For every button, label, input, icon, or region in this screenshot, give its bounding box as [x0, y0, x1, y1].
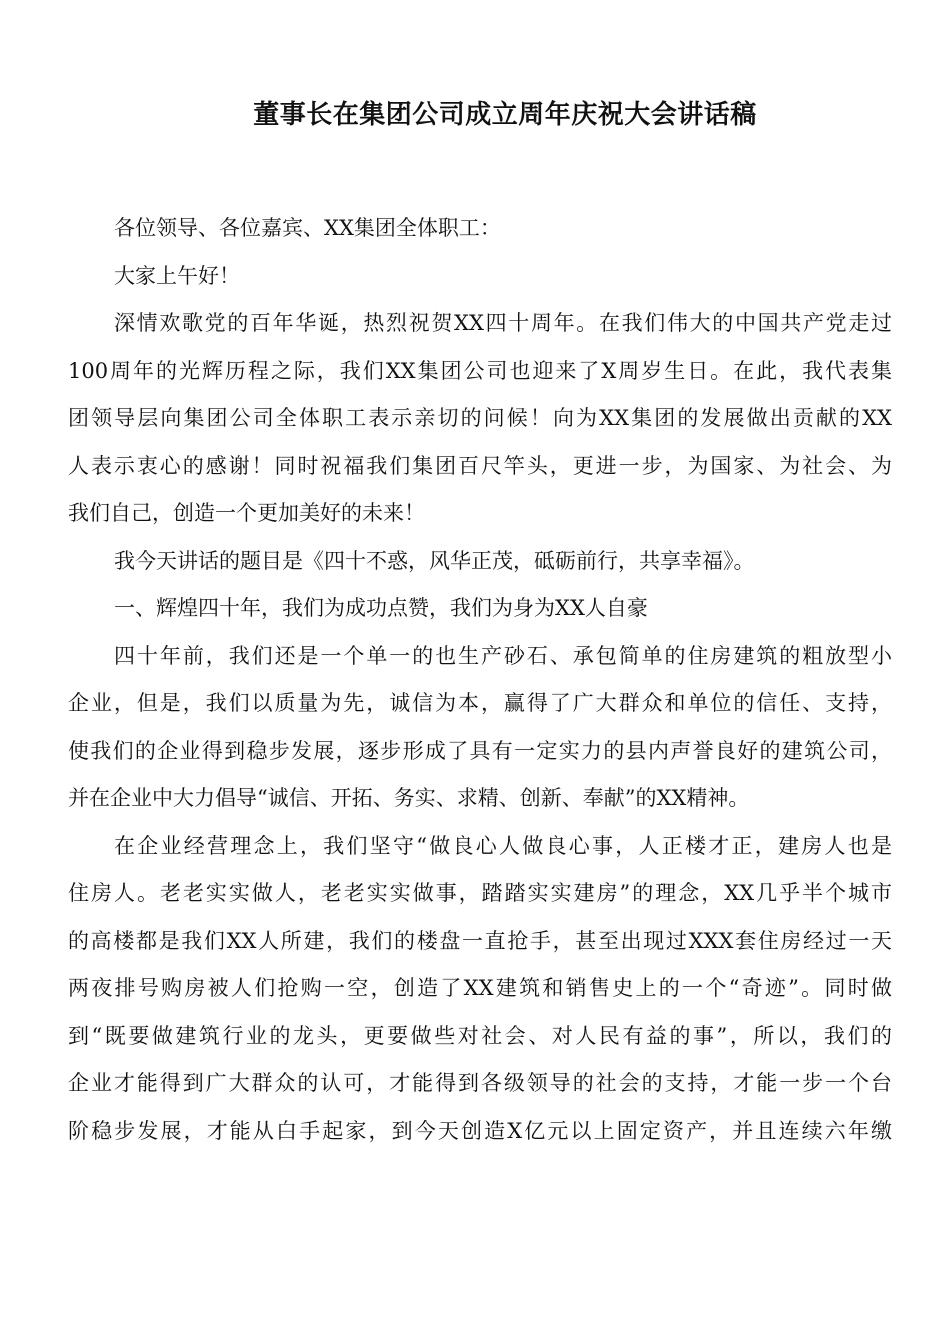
text-line: 企业，但是，我们以质量为先，诚信为本，赢得了广大群众和单位的信任、支持， [68, 691, 892, 715]
text-line: 两夜排号购房被人们抢购一空，创造了XX建筑和销售史上的一个“奇迹”。同时做 [68, 976, 892, 1000]
text-line: 各位领导、各位嘉宾、XX集团全体职工： [114, 216, 501, 240]
text-line: 深情欢歌党的百年华诞，热烈祝贺XX四十周年。在我们伟大的中国共产党走过 [114, 311, 892, 335]
document-body [68, 209, 892, 1159]
text-line: 住房人。老老实实做人，老老实实做事，踏踏实实建房”的理念，XX几乎半个城市 [68, 881, 892, 905]
text-line: 100周年的光辉历程之际，我们XX集团公司也迎来了X周岁生日。在此，我代表集 [68, 358, 892, 383]
document-title: 董事长在集团公司成立周年庆祝大会讲话稿 [253, 100, 757, 130]
text-line: 在企业经营理念上，我们坚守“做良心人做良心事，人正楼才正，建房人也是 [114, 833, 892, 858]
text-line: 使我们的企业得到稳步发展，逐步形成了具有一定实力的县内声誉良好的建筑公司， [68, 738, 892, 763]
text-line: 团领导层向集团公司全体职工表示亲切的问候！向为XX集团的发展做出贡献的XX [68, 406, 892, 430]
text-line: 人表示衷心的感谢！同时祝福我们集团百尺竿头，更进一步，为国家、为社会、为 [68, 453, 892, 478]
text-line: 到“既要做建筑行业的龙头，更要做些对社会、对人民有益的事”，所以，我们的 [68, 1023, 892, 1048]
text-line: 的高楼都是我们XX人所建，我们的楼盘一直抢手，甚至出现过XXX套住房经过一天 [68, 928, 892, 953]
text-line: 我今天讲话的题目是《四十不惑，风华正茂，砥砺前行，共享幸福》。 [114, 548, 755, 573]
text-line: 四十年前，我们还是一个单一的也生产砂石、承包简单的住房建筑的粗放型小 [114, 643, 892, 668]
text-line: 并在企业中大力倡导“诚信、开拓、务实、求精、创新、奉献”的XX精神。 [68, 786, 750, 810]
text-line: 大家上午好！ [114, 263, 240, 288]
text-line: 阶稳步发展，才能从白手起家，到今天创造X亿元以上固定资产，并且连续六年缴 [68, 1118, 892, 1143]
text-line: 一、辉煌四十年，我们为成功点赞，我们为身为XX人自豪 [114, 596, 648, 620]
text-line: 我们自己，创造一个更加美好的未来！ [68, 501, 425, 525]
text-line: 企业才能得到广大群众的认可，才能得到各级领导的社会的支持，才能一步一个台 [68, 1071, 892, 1095]
